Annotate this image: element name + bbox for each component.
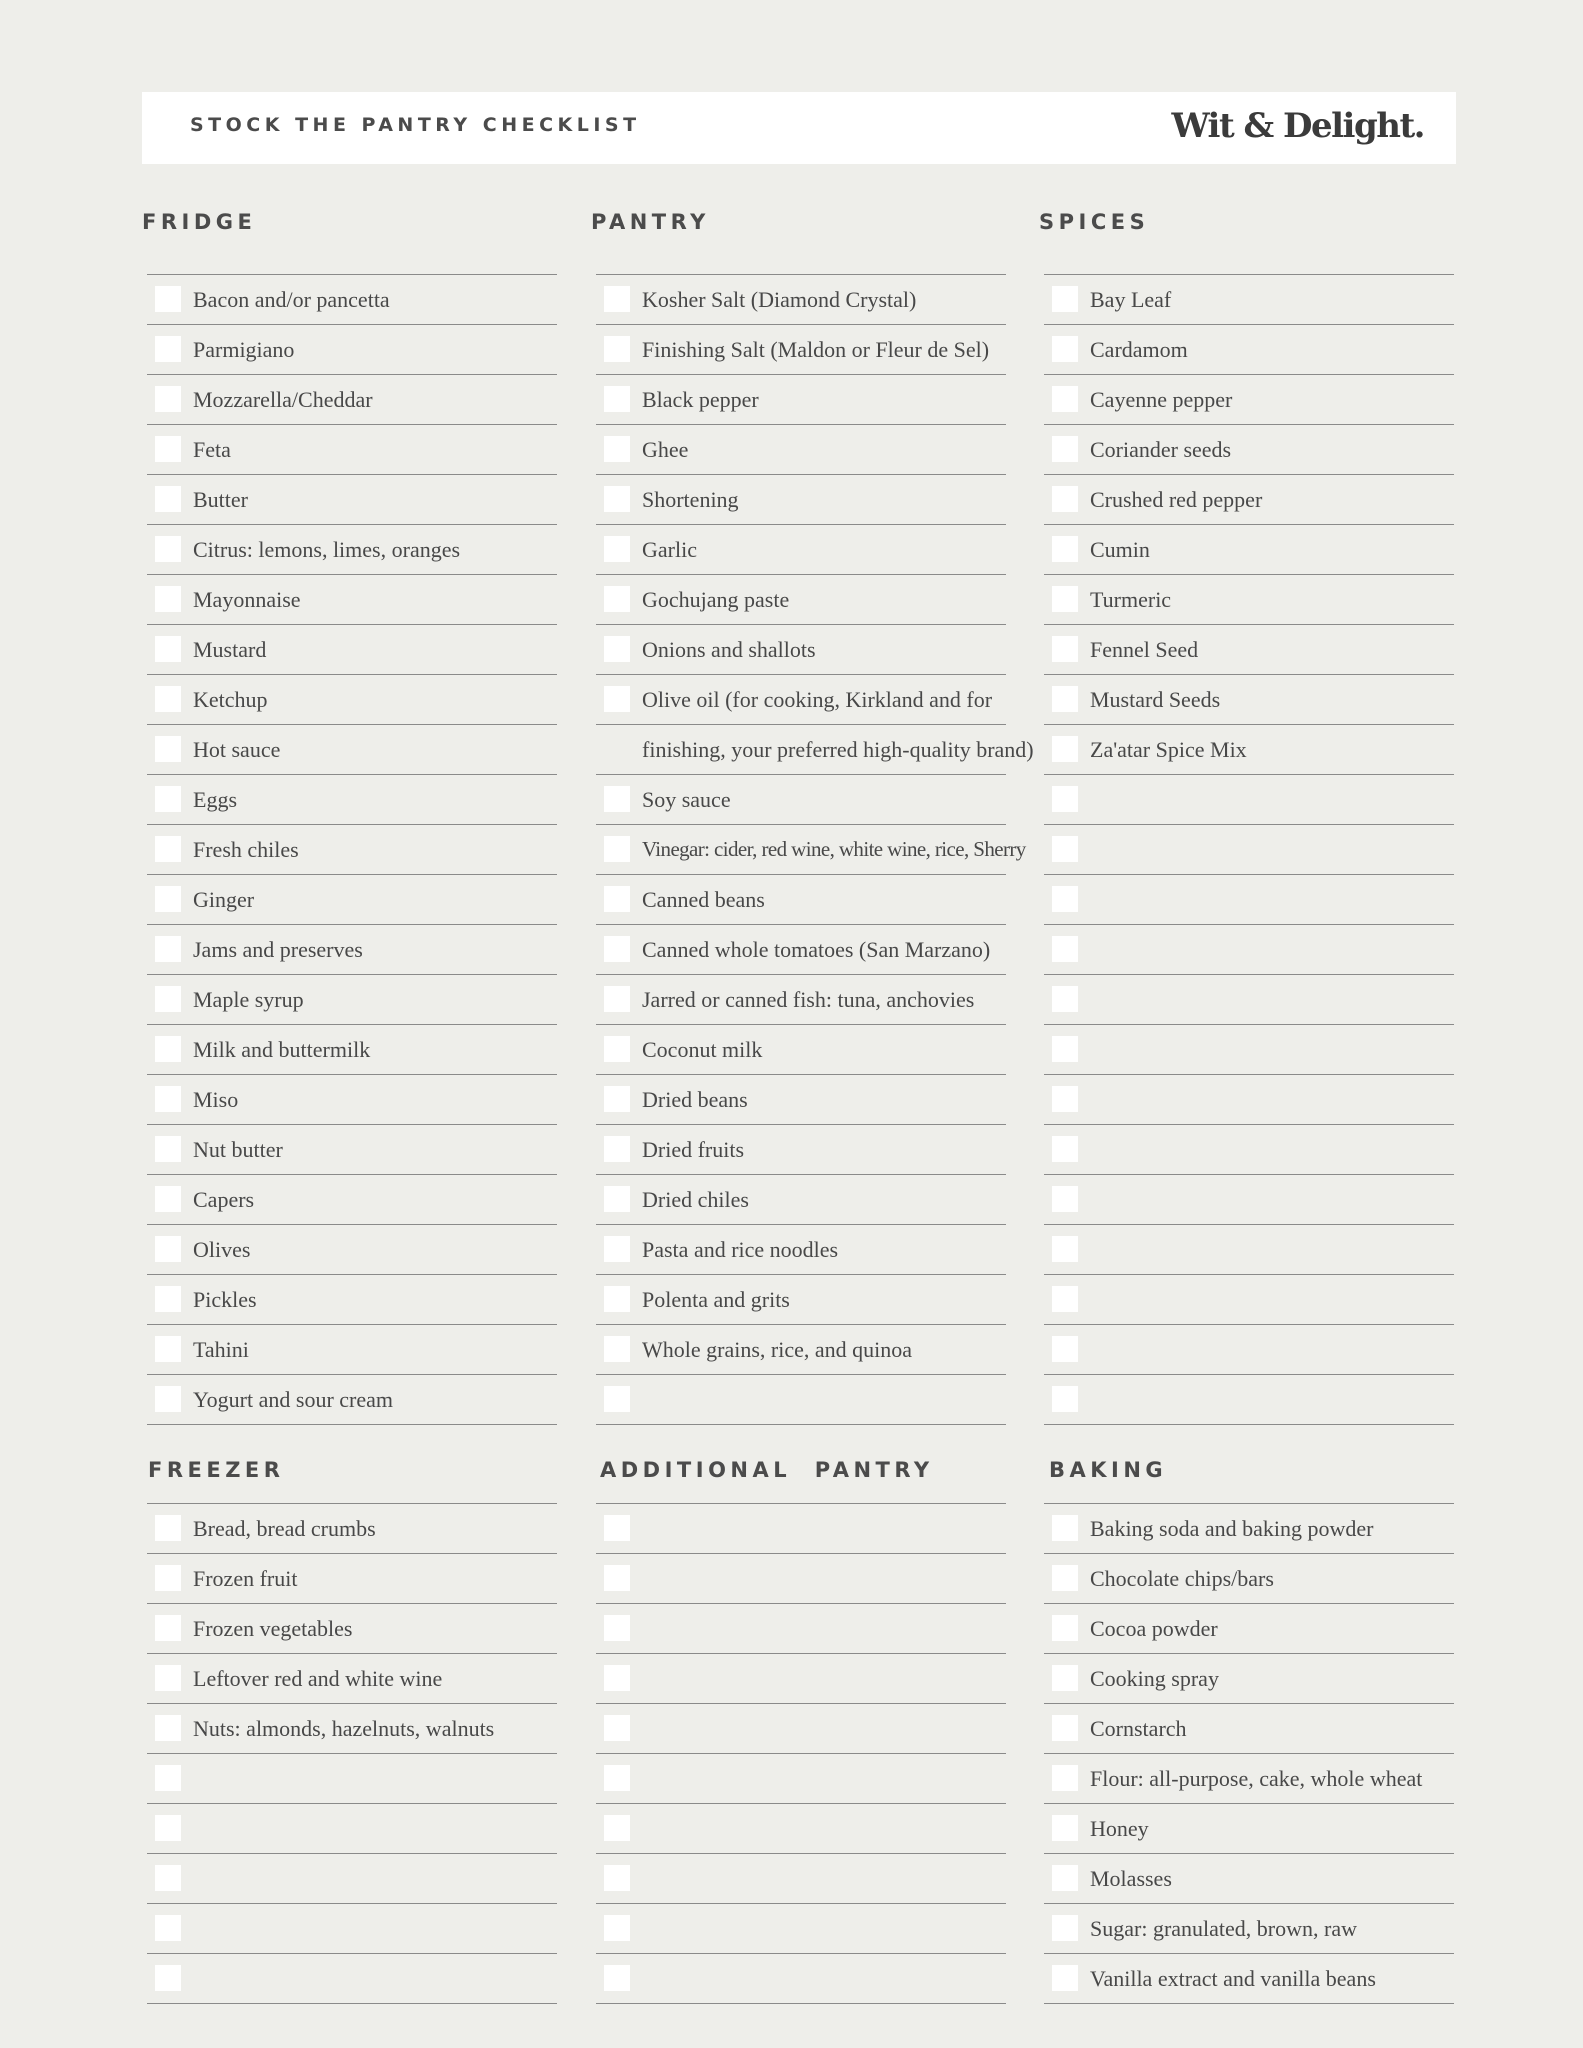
checklist-row (147, 875, 557, 925)
item-label: Mustard (193, 637, 267, 662)
checkbox[interactable] (1052, 736, 1078, 762)
section-title-pantry: PANTRY (591, 210, 710, 234)
section-title-additional-pantry: ADDITIONAL PANTRY (600, 1458, 934, 1482)
checklist-row (147, 1854, 557, 1904)
checklist-row (1044, 775, 1454, 825)
checklist-row (147, 925, 557, 975)
checklist-row (596, 775, 1006, 825)
checkbox[interactable] (155, 1336, 181, 1362)
checkbox[interactable] (155, 486, 181, 512)
checklist-row (1044, 475, 1454, 525)
item-label: Canned beans (642, 887, 765, 912)
checkbox[interactable] (604, 286, 630, 312)
checkbox[interactable] (1052, 786, 1078, 812)
checkbox[interactable] (155, 1865, 181, 1891)
checklist-row (596, 625, 1006, 675)
checkbox[interactable] (604, 536, 630, 562)
item-label: Shortening (642, 487, 739, 512)
checklist-row (1044, 1754, 1454, 1804)
item-label: Pickles (193, 1287, 257, 1312)
checklist-row (596, 1125, 1006, 1175)
checklist-row (596, 825, 1026, 875)
item-label: Eggs (193, 787, 237, 812)
checklist-row (596, 1854, 1006, 1904)
checklist-row (596, 325, 1006, 375)
checklist-row (596, 925, 1006, 975)
checklist-row (147, 1954, 557, 2004)
item-label: Canned whole tomatoes (San Marzano) (642, 937, 991, 962)
checkbox[interactable] (155, 386, 181, 412)
page-title: STOCK THE PANTRY CHECKLIST (190, 114, 641, 136)
item-label: Cumin (1090, 537, 1150, 562)
checkbox[interactable] (155, 536, 181, 562)
item-label: Bread, bread crumbs (193, 1516, 376, 1541)
item-label: Ketchup (193, 687, 268, 712)
checkbox[interactable] (155, 786, 181, 812)
checklist-row (147, 1375, 557, 1425)
checklist-row (147, 525, 557, 575)
checklist-row (1044, 275, 1454, 325)
checklist-row (1044, 1854, 1454, 1904)
item-label: Flour: all-purpose, cake, whole wheat (1090, 1766, 1423, 1791)
checkbox[interactable] (155, 636, 181, 662)
checkbox[interactable] (155, 1815, 181, 1841)
checklist-row (1044, 1175, 1454, 1225)
checklist-row (1044, 825, 1454, 875)
item-label: Maple syrup (193, 987, 304, 1012)
item-label: Za'atar Spice Mix (1090, 737, 1247, 762)
checklist-row (596, 525, 1006, 575)
checklist-row (596, 1754, 1006, 1804)
checklist-row (1044, 1604, 1454, 1654)
checklist-row (147, 1504, 557, 1554)
checkbox[interactable] (604, 1136, 630, 1162)
checklist-row (596, 975, 1006, 1025)
section-title-baking: BAKING (1049, 1458, 1168, 1482)
checkbox[interactable] (604, 836, 630, 862)
checkbox[interactable] (1052, 1186, 1078, 1212)
item-label: Cocoa powder (1090, 1616, 1218, 1641)
item-label: Olives (193, 1237, 251, 1262)
checklist-row (1044, 1025, 1454, 1075)
item-label: Black pepper (642, 387, 759, 412)
checkbox[interactable] (155, 1615, 181, 1641)
checkbox[interactable] (604, 1715, 630, 1741)
checklist-row (596, 1325, 1006, 1375)
checklist-row (1044, 1654, 1454, 1704)
checklist-row (1044, 725, 1454, 775)
item-label: Cardamom (1090, 337, 1188, 362)
item-label: Dried beans (642, 1087, 748, 1112)
checkbox[interactable] (1052, 836, 1078, 862)
item-label: Crushed red pepper (1090, 487, 1263, 512)
item-label: Butter (193, 487, 248, 512)
checklist-row (147, 725, 557, 775)
checkbox[interactable] (1052, 1286, 1078, 1312)
item-label: Coriander seeds (1090, 437, 1232, 462)
checkbox[interactable] (604, 986, 630, 1012)
checkbox[interactable] (1052, 1715, 1078, 1741)
checkbox[interactable] (1052, 486, 1078, 512)
item-label: Polenta and grits (642, 1287, 790, 1312)
checklist-row (147, 1654, 557, 1704)
checkbox[interactable] (604, 686, 630, 712)
checkbox[interactable] (155, 336, 181, 362)
checklist-row (596, 675, 1006, 725)
checklist-row (1044, 1504, 1454, 1554)
checklist-row (1044, 875, 1454, 925)
item-label: Garlic (642, 537, 697, 562)
checkbox[interactable] (604, 1186, 630, 1212)
item-label: Honey (1090, 1816, 1149, 1841)
item-label: Gochujang paste (642, 587, 790, 612)
checklist-row (1044, 925, 1454, 975)
checkbox[interactable] (604, 1765, 630, 1791)
checkbox[interactable] (604, 1036, 630, 1062)
checkbox[interactable] (155, 1715, 181, 1741)
checkbox[interactable] (604, 436, 630, 462)
checkbox[interactable] (155, 286, 181, 312)
item-label: Coconut milk (642, 1037, 763, 1062)
checkbox[interactable] (604, 786, 630, 812)
checkbox[interactable] (155, 586, 181, 612)
checkbox[interactable] (155, 436, 181, 462)
checkbox[interactable] (604, 486, 630, 512)
checklist-row (147, 1325, 557, 1375)
checkbox[interactable] (155, 886, 181, 912)
checkbox[interactable] (1052, 386, 1078, 412)
item-label: Soy sauce (642, 787, 731, 812)
item-label: Fresh chiles (193, 837, 299, 862)
section-title-spices: SPICES (1039, 210, 1150, 234)
header-banner (142, 92, 1456, 164)
checklist-row (147, 275, 557, 325)
checkbox[interactable] (604, 1865, 630, 1891)
item-label: Fennel Seed (1090, 637, 1199, 662)
checklist-row (596, 275, 1006, 325)
checklist-row (1044, 1904, 1454, 1954)
checkbox[interactable] (155, 1965, 181, 1991)
checklist-row (596, 475, 1006, 525)
checklist-row (147, 1604, 557, 1654)
item-label: Tahini (193, 1337, 249, 1362)
checkbox[interactable] (604, 636, 630, 662)
checkbox[interactable] (155, 1236, 181, 1262)
checkbox[interactable] (155, 836, 181, 862)
checkbox[interactable] (1052, 1036, 1078, 1062)
checkbox[interactable] (604, 1086, 630, 1112)
checklist-row (596, 875, 1006, 925)
checkbox[interactable] (155, 1086, 181, 1112)
checkbox[interactable] (1052, 936, 1078, 962)
checklist-row (1044, 625, 1454, 675)
checkbox[interactable] (604, 336, 630, 362)
checklist-row (1044, 1954, 1454, 2004)
item-label: Whole grains, rice, and quinoa (642, 1337, 913, 1362)
checklist-row (1044, 525, 1454, 575)
item-label: Mustard Seeds (1090, 687, 1221, 712)
checklist-row (147, 675, 557, 725)
item-label: Milk and buttermilk (193, 1037, 371, 1062)
item-label: Yogurt and sour cream (193, 1387, 394, 1412)
checkbox[interactable] (155, 1036, 181, 1062)
checklist-row (1044, 1075, 1454, 1125)
item-label: Mozzarella/Cheddar (193, 387, 373, 412)
checklist-row (147, 1075, 557, 1125)
checklist-row (1044, 1225, 1454, 1275)
checklist-row (147, 1804, 557, 1854)
item-label: Molasses (1090, 1866, 1172, 1891)
checkbox[interactable] (155, 1186, 181, 1212)
checklist-row (147, 1554, 557, 1604)
checklist-row (596, 1554, 1006, 1604)
checkbox[interactable] (155, 936, 181, 962)
checklist-row (596, 1225, 1006, 1275)
checkbox[interactable] (604, 1386, 630, 1412)
item-label: Turmeric (1090, 587, 1172, 612)
item-label: Bay Leaf (1090, 287, 1172, 312)
checklist-row (147, 975, 557, 1025)
checkbox[interactable] (1052, 1965, 1078, 1991)
checklist-row (596, 1175, 1006, 1225)
checkbox[interactable] (604, 936, 630, 962)
item-label: Onions and shallots (642, 637, 816, 662)
checkbox[interactable] (604, 586, 630, 612)
checkbox[interactable] (1052, 1386, 1078, 1412)
item-label: Olive oil (for cooking, Kirkland and for (642, 687, 993, 712)
checkbox[interactable] (1052, 1865, 1078, 1891)
additional-pantry-list (596, 1503, 1006, 2004)
item-label: Miso (193, 1087, 239, 1112)
checkbox[interactable] (155, 1565, 181, 1591)
checkbox[interactable] (1052, 1086, 1078, 1112)
checklist-row (147, 1754, 557, 1804)
checkbox[interactable] (1052, 1565, 1078, 1591)
checklist-row (147, 1125, 557, 1175)
checkbox[interactable] (1052, 986, 1078, 1012)
checkbox[interactable] (1052, 1915, 1078, 1941)
item-label: Chocolate chips/bars (1090, 1566, 1274, 1591)
item-label: Frozen fruit (193, 1566, 298, 1591)
checklist-row (147, 375, 557, 425)
checkbox[interactable] (1052, 1665, 1078, 1691)
item-label: Bacon and/or pancetta (193, 287, 390, 312)
item-label: Vinegar: cider, red wine, white wine, rice, Sherry (642, 837, 1026, 861)
checklist-row (147, 775, 557, 825)
spices-list (1044, 274, 1454, 1425)
checklist-row (147, 425, 557, 475)
checklist-row (1044, 1804, 1454, 1854)
checkbox[interactable] (604, 1615, 630, 1641)
checklist-row (147, 325, 557, 375)
item-label: Jarred or canned fish: tuna, anchovies (642, 987, 975, 1012)
item-label: Nuts: almonds, hazelnuts, walnuts (193, 1716, 495, 1741)
item-label: Kosher Salt (Diamond Crystal) (642, 287, 917, 312)
pantry-list (596, 274, 1034, 1425)
checkbox[interactable] (1052, 1765, 1078, 1791)
section-title-freezer: FREEZER (148, 1458, 285, 1482)
item-label: Pasta and rice noodles (642, 1237, 839, 1262)
checkbox[interactable] (155, 686, 181, 712)
checklist-row (1044, 325, 1454, 375)
item-label: Cayenne pepper (1090, 387, 1233, 412)
checklist-row (1044, 1375, 1454, 1425)
item-label: Sugar: granulated, brown, raw (1090, 1916, 1357, 1941)
checkbox[interactable] (1052, 1815, 1078, 1841)
checklist-row (1044, 975, 1454, 1025)
checkbox[interactable] (155, 1915, 181, 1941)
checklist-row (147, 475, 557, 525)
checkbox[interactable] (1052, 586, 1078, 612)
item-label: Dried chiles (642, 1187, 749, 1212)
checklist-row (1044, 675, 1454, 725)
item-label: finishing, your preferred high-quality brand) (642, 737, 1034, 762)
checkbox[interactable] (604, 1515, 630, 1541)
item-label: Ghee (642, 437, 689, 462)
item-label: Ginger (193, 887, 255, 912)
checklist-row (596, 1654, 1006, 1704)
item-label: Dried fruits (642, 1137, 745, 1162)
checklist-row (1044, 575, 1454, 625)
checklist-row (596, 425, 1006, 475)
checkbox[interactable] (604, 1815, 630, 1841)
checkbox[interactable] (604, 386, 630, 412)
checkbox[interactable] (604, 1965, 630, 1991)
checklist-row (147, 1175, 557, 1225)
checklist-row (596, 1704, 1006, 1754)
checklist-row (596, 1025, 1006, 1075)
checklist-row (147, 825, 557, 875)
item-label: Feta (193, 437, 231, 462)
checkbox[interactable] (155, 1136, 181, 1162)
checklist-row (596, 1275, 1006, 1325)
checkbox[interactable] (1052, 536, 1078, 562)
checkbox[interactable] (604, 1236, 630, 1262)
checkbox[interactable] (155, 1665, 181, 1691)
checklist-row (147, 575, 557, 625)
checklist-row (1044, 1125, 1454, 1175)
checklist-row (147, 1275, 557, 1325)
checkbox[interactable] (1052, 886, 1078, 912)
checklist-row (1044, 1325, 1454, 1375)
checklist-row (1044, 1554, 1454, 1604)
checkbox[interactable] (1052, 436, 1078, 462)
checklist-row (596, 725, 1034, 775)
checklist-row (596, 1075, 1006, 1125)
checklist-row (1044, 1704, 1454, 1754)
checkbox[interactable] (1052, 1615, 1078, 1641)
checklist-row (596, 1804, 1006, 1854)
checklist-row (596, 575, 1006, 625)
item-label: Cooking spray (1090, 1666, 1219, 1691)
item-label: Nut butter (193, 1137, 283, 1162)
checkbox[interactable] (604, 1915, 630, 1941)
item-label: Citrus: lemons, limes, oranges (193, 537, 461, 562)
fridge-list (147, 274, 557, 1425)
item-label: Finishing Salt (Maldon or Fleur de Sel) (642, 337, 990, 362)
checkbox[interactable] (155, 736, 181, 762)
checkbox[interactable] (604, 1565, 630, 1591)
item-label: Cornstarch (1090, 1716, 1187, 1741)
checklist-row (147, 1704, 557, 1754)
checklist-row (147, 1904, 557, 1954)
checklist-row (596, 1904, 1006, 1954)
checkbox[interactable] (155, 1515, 181, 1541)
checkbox[interactable] (1052, 1336, 1078, 1362)
item-label: Parmigiano (193, 337, 295, 362)
checklist-row (1044, 425, 1454, 475)
checkbox[interactable] (155, 1765, 181, 1791)
checkbox[interactable] (1052, 1236, 1078, 1262)
baking-list (1044, 1503, 1454, 2004)
item-label: Mayonnaise (193, 587, 301, 612)
checkbox[interactable] (1052, 286, 1078, 312)
checklist-row (1044, 1275, 1454, 1325)
item-label: Vanilla extract and vanilla beans (1090, 1966, 1376, 1991)
checklist-row (596, 1954, 1006, 2004)
checkbox[interactable] (1052, 686, 1078, 712)
checkbox[interactable] (155, 1386, 181, 1412)
checklist-row (596, 1375, 1006, 1425)
checklist-row (596, 375, 1006, 425)
item-label: Baking soda and baking powder (1090, 1516, 1374, 1541)
checkbox[interactable] (604, 1665, 630, 1691)
checkbox[interactable] (1052, 1136, 1078, 1162)
checklist-row (1044, 375, 1454, 425)
section-title-fridge: FRIDGE (142, 210, 257, 234)
checklist-row (596, 1604, 1006, 1654)
item-label: Hot sauce (193, 737, 281, 762)
checklist-row (596, 1504, 1006, 1554)
checkbox[interactable] (1052, 1515, 1078, 1541)
checkbox[interactable] (604, 886, 630, 912)
checkbox[interactable] (1052, 636, 1078, 662)
item-label: Frozen vegetables (193, 1616, 353, 1641)
checkbox[interactable] (604, 1286, 630, 1312)
checklist-row (147, 1025, 557, 1075)
checkbox[interactable] (604, 1336, 630, 1362)
checkbox[interactable] (155, 986, 181, 1012)
item-label: Jams and preserves (193, 937, 363, 962)
checklist-row (147, 1225, 557, 1275)
freezer-list (147, 1503, 557, 2004)
checkbox[interactable] (1052, 336, 1078, 362)
checklist-row (147, 625, 557, 675)
item-label: Leftover red and white wine (193, 1666, 443, 1691)
item-label: Capers (193, 1187, 255, 1212)
brand-logo: Wit & Delight. (1171, 106, 1424, 146)
checkbox[interactable] (155, 1286, 181, 1312)
